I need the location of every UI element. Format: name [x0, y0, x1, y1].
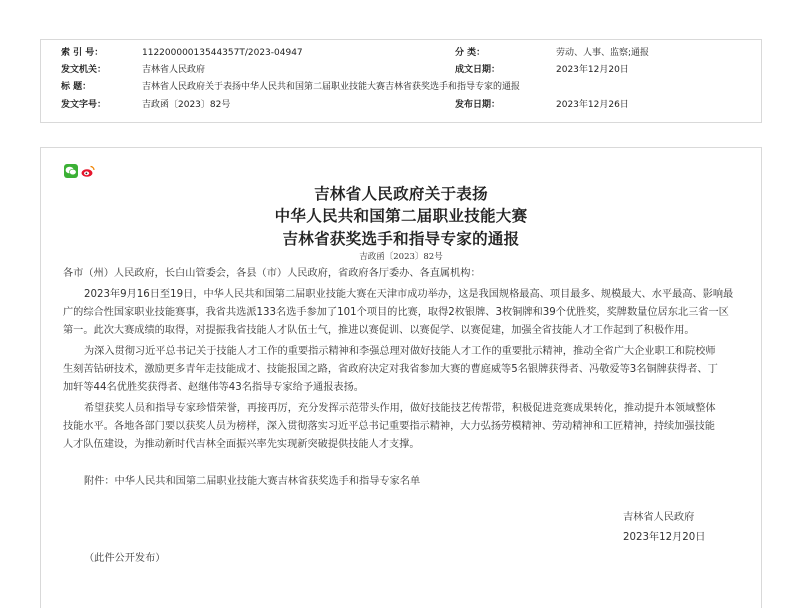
body-line: 人才队伍建设，为推动新时代吉林全面振兴率先实现新突破提供技能人才支撑。 — [63, 439, 420, 450]
doc-title-line-2: 中华人民共和国第二届职业技能大赛 — [274, 206, 528, 225]
salutation: 各市（州）人民政府，长白山管委会，各县（市）人民政府，省政府各厅委办、各直属机构： — [63, 268, 481, 279]
doc-number-value: 吉政函〔2023〕82号 — [142, 100, 231, 110]
body-line: 生刻苦钻研技术，激励更多青年走技能成才、技能报国之路，省政府决定对我省参加大赛的曹庭威等5名银牌获得者、冯敬爱等3名铜牌获得者、丁 — [63, 364, 718, 375]
issuer-value: 吉林省人民政府 — [142, 65, 206, 75]
body-line: 加轩等44名优胜奖获得者、赵继伟等43名指导专家给予通报表扬。 — [63, 382, 364, 393]
meta-row-issuer — [41, 62, 761, 78]
weibo-share-icon[interactable] — [81, 164, 95, 178]
doc-title-line-3: 吉林省获奖选手和指导专家的通报 — [282, 229, 520, 248]
meta-row-docnum — [41, 97, 761, 113]
category-label: 分 类： — [455, 48, 486, 58]
body-line: 2023年9月16日至19日，中华人民共和国第二届职业技能大赛在天津市成功举办，这是我国规格最高、项目最多、规模最大、水平最高、影响最 — [84, 289, 734, 300]
share-bar — [64, 164, 95, 178]
published-date-value: 2023年12月26日 — [556, 100, 629, 110]
meta-row-index — [41, 45, 761, 61]
created-date-value: 2023年12月20日 — [556, 65, 629, 75]
doc-number: 吉政函〔2023〕82号 — [359, 252, 443, 262]
title-value: 吉林省人民政府关于表扬中华人民共和国第二届职业技能大赛吉林省获奖选手和指导专家的通报 — [142, 82, 521, 92]
body-line: 广的综合性国家职业技能赛事，我省共选派133名选手参加了101个项目的比赛，取得2枚银牌、3枚铜牌和39个优胜奖，奖牌数量位居东北三省一区 — [63, 307, 729, 318]
issuer-label: 发文机关： — [61, 65, 107, 75]
doc-title-line-1: 吉林省人民政府关于表扬 — [314, 184, 488, 203]
published-date-label: 发布日期： — [455, 100, 501, 110]
document-metadata-table — [40, 39, 762, 123]
body-line: 为深入贯彻习近平总书记关于技能人才工作的重要指示精神和李强总理对做好技能人才工作的重要批示精神，推动全省广大企业职工和院校师 — [84, 346, 716, 357]
document-body-panel — [40, 147, 762, 608]
title-label: 标 题： — [61, 82, 92, 92]
signature-date: 2023年12月20日 — [623, 532, 706, 543]
index-value: 11220000013544357T/2023-04947 — [142, 48, 303, 58]
attachment-line[interactable]: 附件：中华人民共和国第二届职业技能大赛吉林省获奖选手和指导专家名单 — [84, 476, 421, 487]
body-line: 技能水平。各地各部门要以获奖人员为榜样，深入贯彻落实习近平总书记重要指示精神，大力弘扬劳模精神、劳动精神和工匠精神，持续加强技能 — [63, 421, 715, 432]
body-line: 第一。此次大赛成绩的取得，对提振我省技能人才队伍士气，推进以赛促训、以赛促学、以赛促建，加强全省技能人才工作起到了积极作用。 — [63, 325, 695, 336]
category-value: 劳动、人事、监察;通报 — [556, 48, 650, 58]
publication-note: （此件公开发布） — [84, 553, 166, 564]
wechat-share-icon[interactable] — [64, 164, 78, 178]
body-line: 希望获奖人员和指导专家珍惜荣誉，再接再厉，充分发挥示范带头作用，做好技能技艺传帮带，积极促进竞赛成果转化，推动提升本领域整体 — [84, 403, 716, 414]
signature-issuer: 吉林省人民政府 — [623, 512, 695, 523]
created-date-label: 成文日期： — [455, 65, 501, 75]
index-label: 索 引 号： — [61, 48, 104, 58]
doc-number-label: 发文字号： — [61, 100, 107, 110]
meta-row-title — [41, 79, 761, 95]
